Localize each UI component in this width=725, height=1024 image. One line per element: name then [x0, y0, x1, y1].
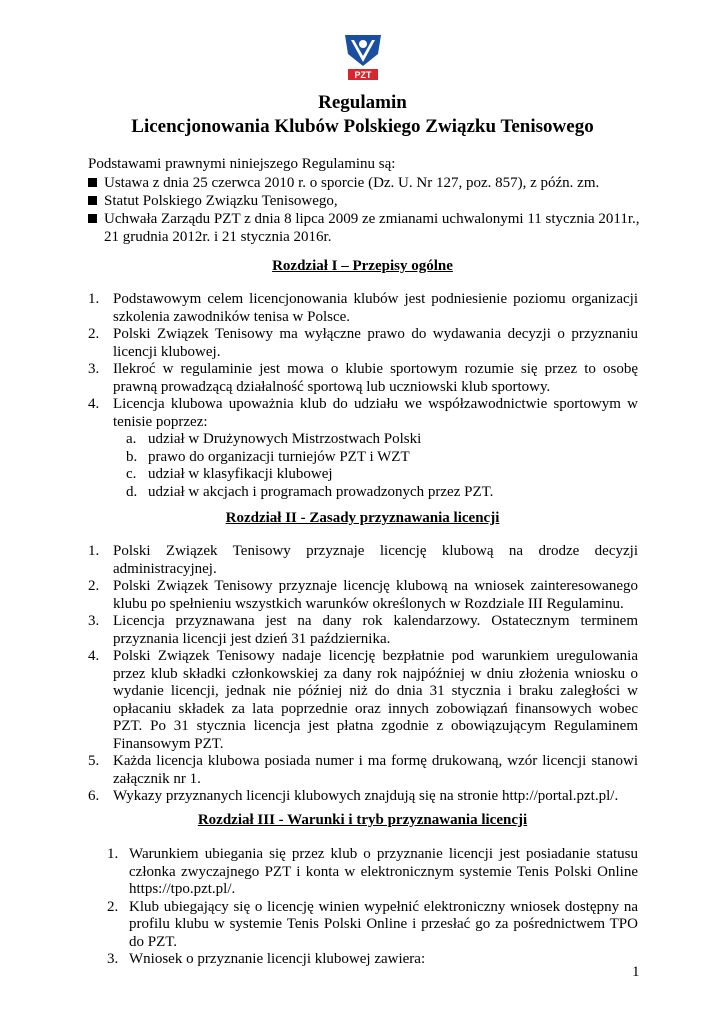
list-item: 4. Polski Związek Tenisowy nadaje licencję bezpłatnie pod warunkiem uregulowania przez klub składki członkowskiej za dany rok najpóźniej w dniu złożenia wniosku o wydanie licencji, jednak nie później niż do dnia 31 stycznia i braku zaległości w opłacaniu składek za lata poprzednie oraz innych zobowiązań finansowych wobec PZT. Po 31 stycznia licencja jest płatna zgodnie z obowiązującym Regulaminem Finansowym PZT. — [88, 648, 638, 752]
list-item: 5. Każda licencja klubowa posiada numer i ma formę drukowaną, wzór licencji stanowi załącznik nr 1. — [88, 753, 638, 787]
square-bullet-icon — [88, 178, 97, 187]
list-item: 3. Ilekroć w regulaminie jest mowa o klubie sportowym rozumie się przez to osobę prawną prowadzącą działalność sportową lub uczniowski klub sportowy. — [88, 361, 638, 395]
list-item: 2. Klub ubiegający się o licencję winien wypełnić elektroniczny wniosek dostępny na profilu klubu w systemie Tenis Polski Online i przesłać go za pośrednictwem TPO do PZT. — [107, 898, 638, 950]
sub-list-item: b. prawo do organizacji turniejów PZT i WZT — [126, 448, 410, 465]
list-item: 3. Wniosek o przyznanie licencji klubowej zawiera: — [107, 951, 426, 967]
list-item: 4. Licencja klubowa upoważnia klub do udziału we współzawodnictwie sportowym w tenisie poprzez: — [88, 396, 638, 430]
section-2-list — [88, 543, 638, 806]
section-3-heading: Rozdział III - Warunki i tryb przyznawania licencji — [197, 812, 528, 828]
document-subtitle: Licencjonowania Klubów Polskiego Związku Tenisowego — [131, 116, 594, 137]
list-item: 1. Polski Związek Tenisowy przyznaje licencję klubową na drodze decyzji administracyjnej. — [88, 543, 638, 577]
sub-list-item: d. udział w akcjach i programach prowadzonych przez PZT. — [126, 483, 494, 500]
document-title: Regulamin — [318, 92, 407, 113]
list-item: 1. Warunkiem ubiegania się przez klub o przyznanie licencji jest posiadanie statusu członka zwyczajnego PZT i konta w elektronicznym systemie Tenis Polski Online https://tpo.pzt.pl/. — [107, 846, 638, 897]
square-bullet-icon — [88, 214, 97, 223]
logo-text: PZT — [354, 70, 372, 80]
portal-link[interactable]: Wykazy przyznanych licencji klubowych znajdują się na stronie http://portal.pzt.pl/. — [113, 788, 619, 804]
legal-basis — [88, 155, 648, 246]
legal-basis-item: Uchwała Zarządu PZT z dnia 8 lipca 2009 ze zmianami uchwalonymi 11 stycznia 2011r., 21 grudnia 2012r. i 21 stycznia 2016r. — [88, 210, 648, 246]
legal-basis-item: Ustawa z dnia 25 czerwca 2010 r. o sporcie (Dz. U. Nr 127, poz. 857), z późn. zm. — [88, 174, 648, 192]
list-item: 1. Podstawowym celem licencjonowania klubów jest podniesienie poziomu organizacji szkolenia zawodników tenisa w Polsce. — [88, 291, 638, 325]
section-1-list — [88, 291, 638, 501]
sub-list-item: a. udział w Drużynowych Mistrzostwach Polski — [126, 431, 422, 447]
square-bullet-icon — [88, 196, 97, 205]
section-1-sublist — [88, 431, 638, 501]
list-item: 6. Wykazy przyznanych licencji klubowych znajdują się na stronie http://portal.pzt.pl/. — [88, 788, 619, 804]
section-2-heading: Rozdział II - Zasady przyznawania licencji — [225, 510, 500, 526]
list-item: 2. Polski Związek Tenisowy ma wyłączne prawo do wydawania decyzji o przyznaniu licencji klubowej. — [88, 326, 638, 360]
section-1-heading: Rozdział I – Przepisy ogólne — [272, 258, 453, 274]
list-item: 2. Polski Związek Tenisowy przyznaje licencję klubową na wniosek zainteresowanego klubu po spełnieniu wszystkich warunków określonych w Rozdziale III Regulaminu. — [88, 578, 638, 612]
legal-basis-item: Statut Polskiego Związku Tenisowego, — [88, 192, 648, 210]
page-number: 1 — [632, 964, 640, 980]
pzt-logo — [342, 32, 384, 82]
legal-basis-lead: Podstawami prawnymi niniejszego Regulaminu są: — [88, 156, 396, 172]
sub-list-item: c. udział w klasyfikacji klubowej — [126, 466, 333, 482]
section-3-list — [107, 846, 638, 969]
list-item: 3. Licencja przyznawana jest na dany rok kalendarzowy. Ostatecznym terminem przyznania licencji jest dzień 31 października. — [88, 613, 638, 647]
